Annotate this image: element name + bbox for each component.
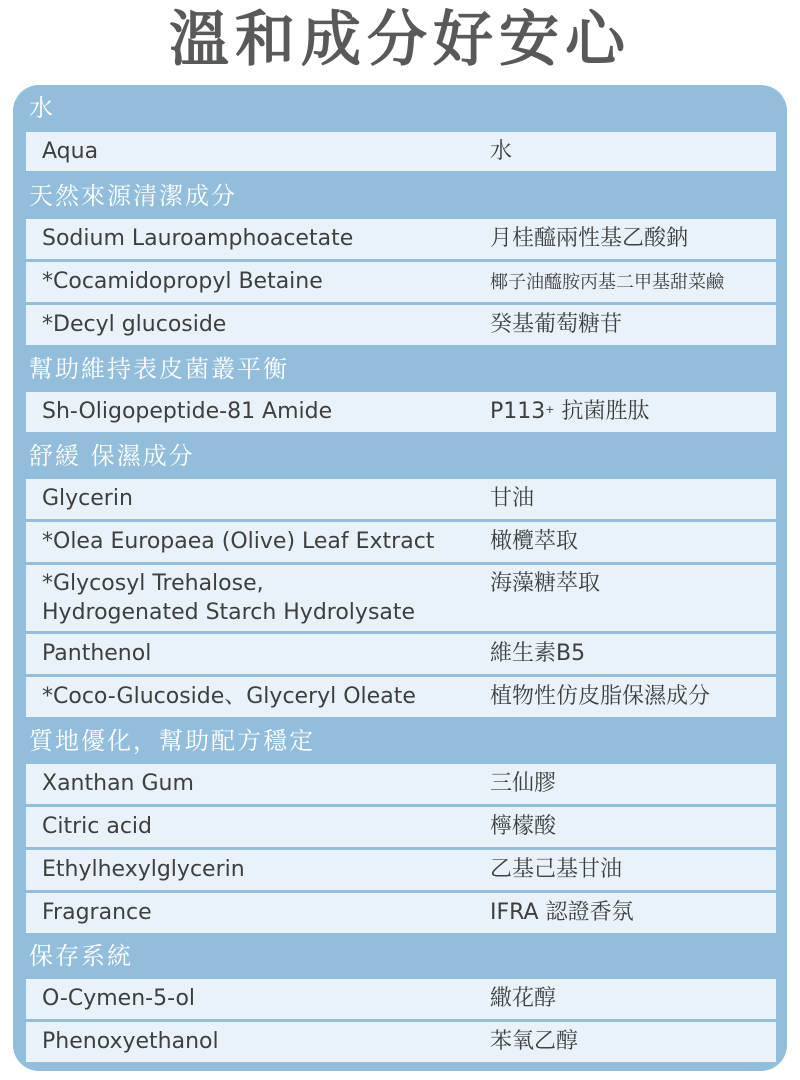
ingredient-row — [26, 850, 776, 890]
ingredient-inci-name: O-Cymen-5-ol — [42, 986, 196, 1011]
ingredient-chinese-name: 乙基己基甘油 — [490, 857, 623, 882]
peptide-description: 抗菌胜肽 — [554, 399, 650, 424]
ingredient-row — [26, 634, 776, 674]
section-header-soothing: 舒緩 保濕成分 — [29, 442, 195, 470]
ingredient-inci-name-line2: Hydrogenated Starch Hydrolysate — [42, 600, 416, 625]
ingredient-chinese-name: 三仙膠 — [490, 771, 557, 796]
ingredient-row — [26, 979, 776, 1019]
ingredient-inci-name: Xanthan Gum — [42, 771, 194, 796]
ingredient-inci-name: *Cocamidopropyl Betaine — [42, 269, 323, 294]
ingredient-inci-name: Citric acid — [42, 814, 152, 839]
ingredient-chinese-name — [490, 395, 649, 428]
ingredient-row — [26, 764, 776, 804]
ingredient-row — [26, 219, 776, 259]
section-header-preservation: 保存系統 — [29, 942, 133, 970]
ingredient-inci-name: Aqua — [42, 139, 99, 164]
ingredient-inci-name: Glycerin — [42, 486, 133, 511]
section-header-water: 水 — [29, 94, 55, 122]
ingredient-chinese-name: 苯氧乙醇 — [490, 1029, 579, 1054]
ingredient-inci-name-line1: *Glycosyl Trehalose, — [42, 571, 264, 596]
ingredient-inci-name: Panthenol — [42, 641, 152, 666]
ingredient-chinese-name: 橄欖萃取 — [490, 529, 579, 554]
ingredient-chinese-name: 椰子油醯胺丙基二甲基甜菜鹼 — [490, 272, 724, 293]
ingredient-chinese-name: 癸基葡萄糖苷 — [490, 312, 623, 337]
ingredient-row — [26, 522, 776, 562]
section-header-cleansing: 天然來源清潔成分 — [29, 182, 237, 210]
ingredient-chinese-name: 水 — [490, 139, 513, 164]
ingredient-chinese-name: 月桂醯兩性基乙酸鈉 — [490, 226, 689, 251]
ingredient-inci-name: Ethylhexylglycerin — [42, 857, 245, 882]
ingredient-chinese-name: 海藻糖萃取 — [490, 571, 601, 596]
ingredient-chinese-name: 植物性仿皮脂保濕成分 — [490, 684, 711, 709]
ingredient-chinese-name: IFRA 認證香氛 — [490, 900, 634, 925]
ingredient-inci-name: *Decyl glucoside — [42, 312, 227, 337]
ingredient-inci-name: Sh-Oligopeptide-81 Amide — [42, 399, 333, 424]
ingredient-row — [26, 677, 776, 717]
ingredient-chinese-name: 甘油 — [490, 486, 535, 511]
ingredient-inci-name: Fragrance — [42, 900, 152, 925]
section-header-texture: 質地優化，幫助配方穩定 — [29, 727, 315, 755]
ingredient-chinese-name: 維生素B5 — [490, 641, 586, 666]
ingredient-row — [26, 893, 776, 933]
ingredient-chinese-name: 檸檬酸 — [490, 814, 557, 839]
ingredient-row — [26, 479, 776, 519]
ingredient-inci-name: *Coco-Glucoside、Glyceryl Oleate — [42, 684, 416, 709]
peptide-code: P113 — [490, 399, 546, 424]
section-header-skin-flora: 幫助維持表皮菌叢平衡 — [29, 355, 289, 383]
ingredient-inci-name: Sodium Lauroamphoacetate — [42, 226, 354, 251]
ingredient-row — [26, 565, 776, 631]
ingredient-inci-name: Phenoxyethanol — [42, 1029, 219, 1054]
page-title: 溫和成分好安心 — [169, 5, 631, 75]
ingredient-row — [26, 305, 776, 345]
ingredient-row — [26, 807, 776, 847]
ingredient-row — [26, 262, 776, 302]
ingredient-row — [26, 1022, 776, 1062]
ingredient-row — [26, 392, 776, 432]
peptide-superscript: + — [545, 403, 555, 416]
ingredient-chinese-name: 繖花醇 — [490, 986, 557, 1011]
ingredient-inci-name: *Olea Europaea (Olive) Leaf Extract — [42, 529, 435, 554]
ingredient-row — [26, 132, 776, 171]
